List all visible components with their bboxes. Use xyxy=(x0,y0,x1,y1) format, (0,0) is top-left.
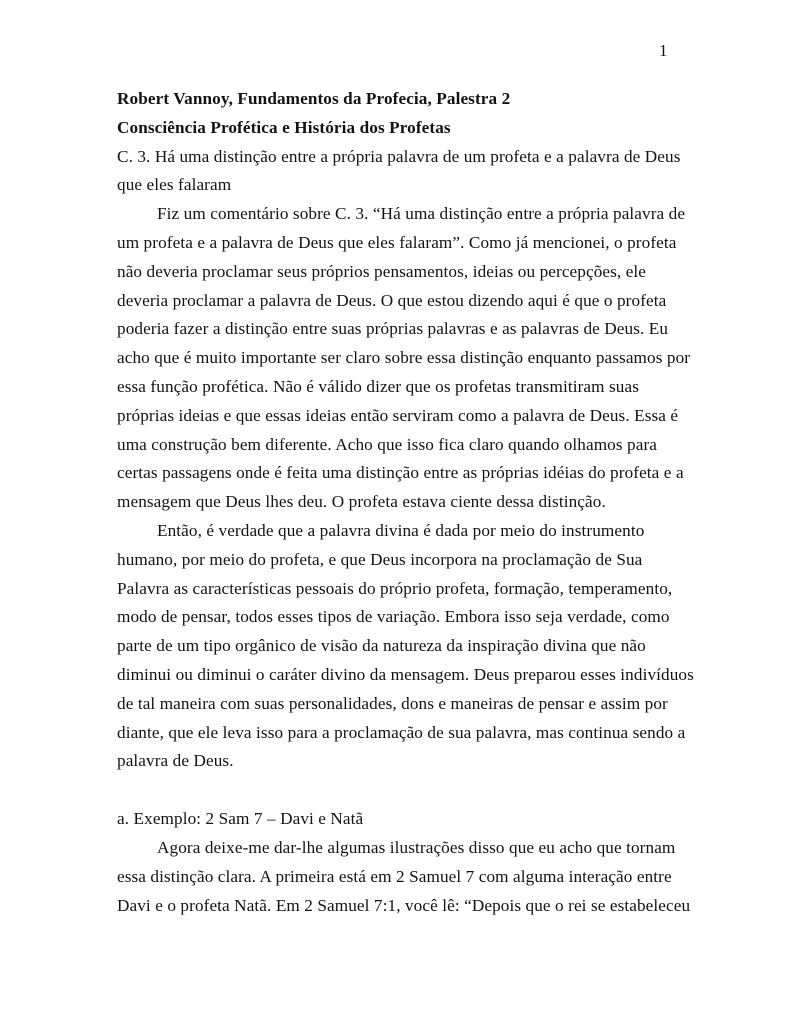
body-text-line: de tal maneira com suas personalidades, dons e maneiras de pensar e assim por xyxy=(117,693,668,713)
body-text-line: mensagem que Deus lhes deu. O profeta estava ciente dessa distinção. xyxy=(117,492,606,512)
body-text-line: parte de um tipo orgânico de visão da natureza da inspiração divina que não xyxy=(117,636,646,656)
body-text-line: Agora deixe-me dar-lhe algumas ilustrações disso que eu acho que tornam xyxy=(157,837,676,857)
body-text-line: poderia fazer a distinção entre suas próprias palavras e as palavras de Deus. Eu xyxy=(117,319,669,339)
body-text-line: que eles falaram xyxy=(117,175,232,195)
body-text-line: Davi e o profeta Natã. Em 2 Samuel 7:1, você lê: “Depois que o rei se estabeleceu xyxy=(117,895,691,915)
body-text-line: deveria proclamar a palavra de Deus. O que estou dizendo aqui é que o profeta xyxy=(117,290,667,310)
body-text-line: não deveria proclamar seus próprios pensamentos, ideias ou percepções, ele xyxy=(117,261,647,281)
body-text-line: Fiz um comentário sobre C. 3. “Há uma distinção entre a própria palavra de xyxy=(157,204,686,224)
body-text-line: essa função profética. Não é válido dizer que os profetas transmitiram suas xyxy=(117,376,639,396)
body-text-line: próprias ideias e que essas ideias então serviram como a palavra de Deus. Essa é xyxy=(117,405,679,425)
body-text-line: um profeta e a palavra de Deus que eles falaram”. Como já mencionei, o profeta xyxy=(117,232,677,252)
body-text-line: modo de pensar, todos esses tipos de variação. Embora isso seja verdade, como xyxy=(117,607,670,627)
body-text-line: Palavra as características pessoais do próprio profeta, formação, temperamento, xyxy=(117,578,673,598)
page-number: 1 xyxy=(659,41,668,60)
body-text-line: Então, é verdade que a palavra divina é dada por meio do instrumento xyxy=(157,520,645,540)
title-line: Robert Vannoy, Fundamentos da Profecia, Palestra 2 xyxy=(117,89,511,108)
body-text-line: palavra de Deus. xyxy=(117,751,234,771)
body-text-line: certas passagens onde é feita uma distinção entre as próprias idéias do profeta e a xyxy=(117,463,684,483)
body-text-line: acho que é muito importante ser claro sobre essa distinção enquanto passamos por xyxy=(117,348,691,368)
body-text-line: C. 3. Há uma distinção entre a própria palavra de um profeta e a palavra de Deus xyxy=(117,146,681,166)
body-text-line: diante, que ele leva isso para a proclamação de sua palavra, mas continua sendo a xyxy=(117,722,686,742)
title-line: Consciência Profética e História dos Profetas xyxy=(117,117,451,137)
body-text-line: uma construção bem diferente. Acho que isso fica claro quando olhamos para xyxy=(117,434,658,454)
body-text-line: diminui ou diminui o caráter divino da mensagem. Deus preparou esses indivíduos xyxy=(117,664,694,684)
body-text-line: essa distinção clara. A primeira está em 2 Samuel 7 com alguma interação entre xyxy=(117,866,672,886)
body-text-line: humano, por meio do profeta, e que Deus incorpora na proclamação de Sua xyxy=(117,549,643,569)
body-text-line: a. Exemplo: 2 Sam 7 – Davi e Natã xyxy=(117,809,364,829)
document-body xyxy=(117,85,737,920)
